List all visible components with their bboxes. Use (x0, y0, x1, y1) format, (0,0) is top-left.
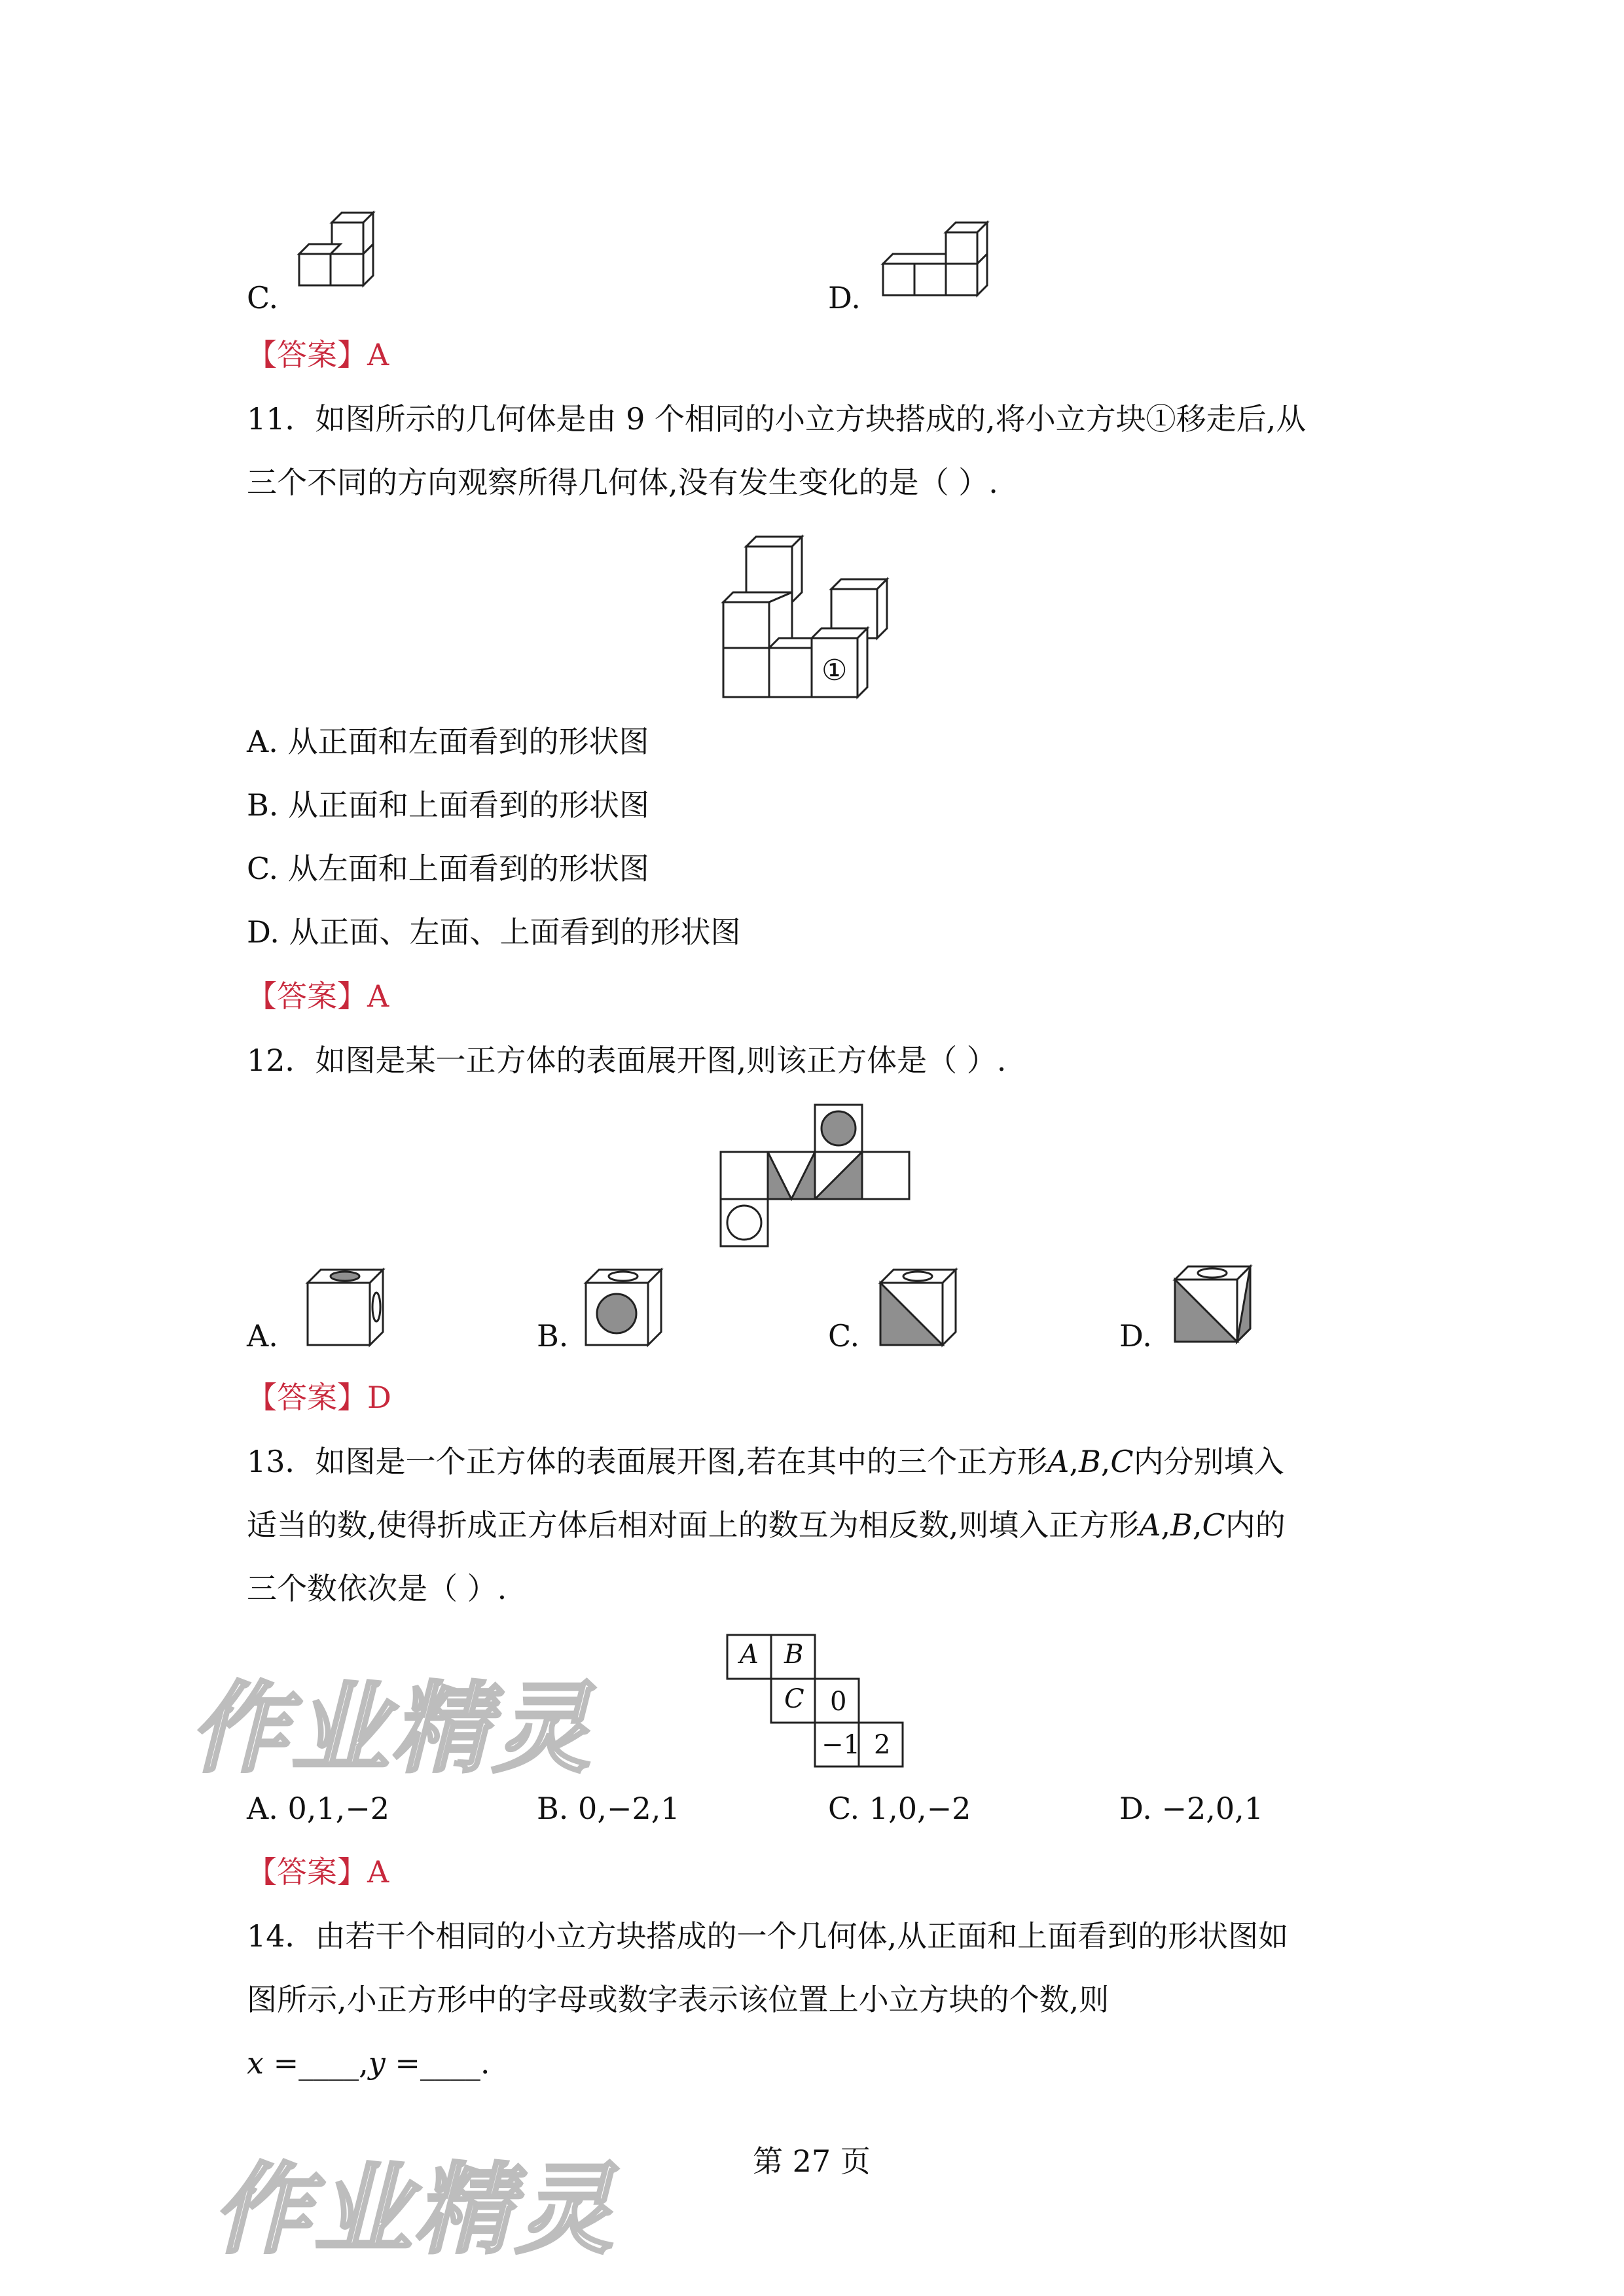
watermark: 作业精灵 (190, 1672, 594, 1786)
cell-a-label: A (740, 1640, 759, 1670)
q12-option-b-cube (583, 1266, 671, 1348)
q11-option-a: A. 从正面和左面看到的形状图 (247, 724, 649, 759)
q12-option-d-cube (1172, 1263, 1260, 1345)
q14-stem-line1: 14．由若干个相同的小立方块搭成的一个几何体,从正面和上面看到的形状图如 (247, 1918, 1289, 1954)
q13-option-c: C. 1,0,−2 (828, 1791, 971, 1826)
answer-q13: 【答案】A (247, 1854, 389, 1890)
cell-zero: 0 (830, 1687, 847, 1717)
q12-option-a-label: A. (247, 1318, 278, 1354)
q11-stem-line2: 三个不同的方向观察所得几何体,没有发生变化的是（ ）. (247, 465, 998, 500)
q11-option-b: B. 从正面和上面看到的形状图 (247, 787, 650, 823)
cell-b-label: B (784, 1640, 804, 1670)
q11-stem-line1: 11．如图所示的几何体是由 9 个相同的小立方块搭成的,将小立方块①移走后,从 (247, 401, 1307, 437)
q12-net-figure (713, 1103, 916, 1253)
cube-marker-1: ① (821, 654, 848, 687)
q12-option-c-cube (877, 1266, 965, 1348)
q11-solid-figure (720, 520, 910, 710)
answer-q10: 【答案】A (247, 337, 389, 372)
option-d-label: D. (828, 280, 861, 315)
q12-option-a-cube (304, 1266, 393, 1348)
cell-neg1: −1 (821, 1730, 860, 1760)
q13-stem-line1: 13．如图是一个正方体的表面展开图,若在其中的三个正方形𝐴,𝐵,𝐶内分别填入 (247, 1444, 1284, 1479)
q14-stem-line3: 𝑥 =____,𝑦 =____. (247, 2045, 490, 2081)
cell-c-label: C (784, 1684, 804, 1714)
q12-stem-line1: 12．如图是某一正方体的表面展开图,则该正方体是（ ）. (247, 1043, 1007, 1078)
q13-stem-line3: 三个数依次是（ ）. (247, 1571, 507, 1606)
q13-option-d: D. −2,0,1 (1119, 1791, 1264, 1826)
q12-option-c-label: C. (828, 1318, 860, 1354)
q13-net-figure (725, 1633, 905, 1770)
option-d-cubes-figure (880, 219, 998, 301)
q13-option-a: A. 0,1,−2 (247, 1791, 390, 1826)
option-c-label: C. (247, 280, 279, 315)
answer-q11: 【答案】A (247, 978, 389, 1014)
q13-option-b: B. 0,−2,1 (537, 1791, 680, 1826)
q13-stem-line2: 适当的数,使得折成正方体后相对面上的数互为相反数,则填入正方形𝐴,𝐵,𝐶内的 (247, 1507, 1286, 1543)
cell-two: 2 (874, 1730, 891, 1760)
watermark: 作业精灵 (213, 2153, 617, 2267)
q12-option-d-label: D. (1119, 1318, 1152, 1354)
option-c-cubes-figure (295, 209, 386, 301)
q12-option-b-label: B. (537, 1318, 569, 1354)
q14-stem-line2: 图所示,小正方形中的字母或数字表示该位置上小立方块的个数,则 (247, 1982, 1110, 2017)
page-number: 第 27 页 (753, 2144, 871, 2179)
answer-q12: 【答案】D (247, 1380, 391, 1415)
q11-option-c: C. 从左面和上面看到的形状图 (247, 851, 649, 886)
q11-option-d: D. 从正面、左面、上面看到的形状图 (247, 914, 741, 950)
